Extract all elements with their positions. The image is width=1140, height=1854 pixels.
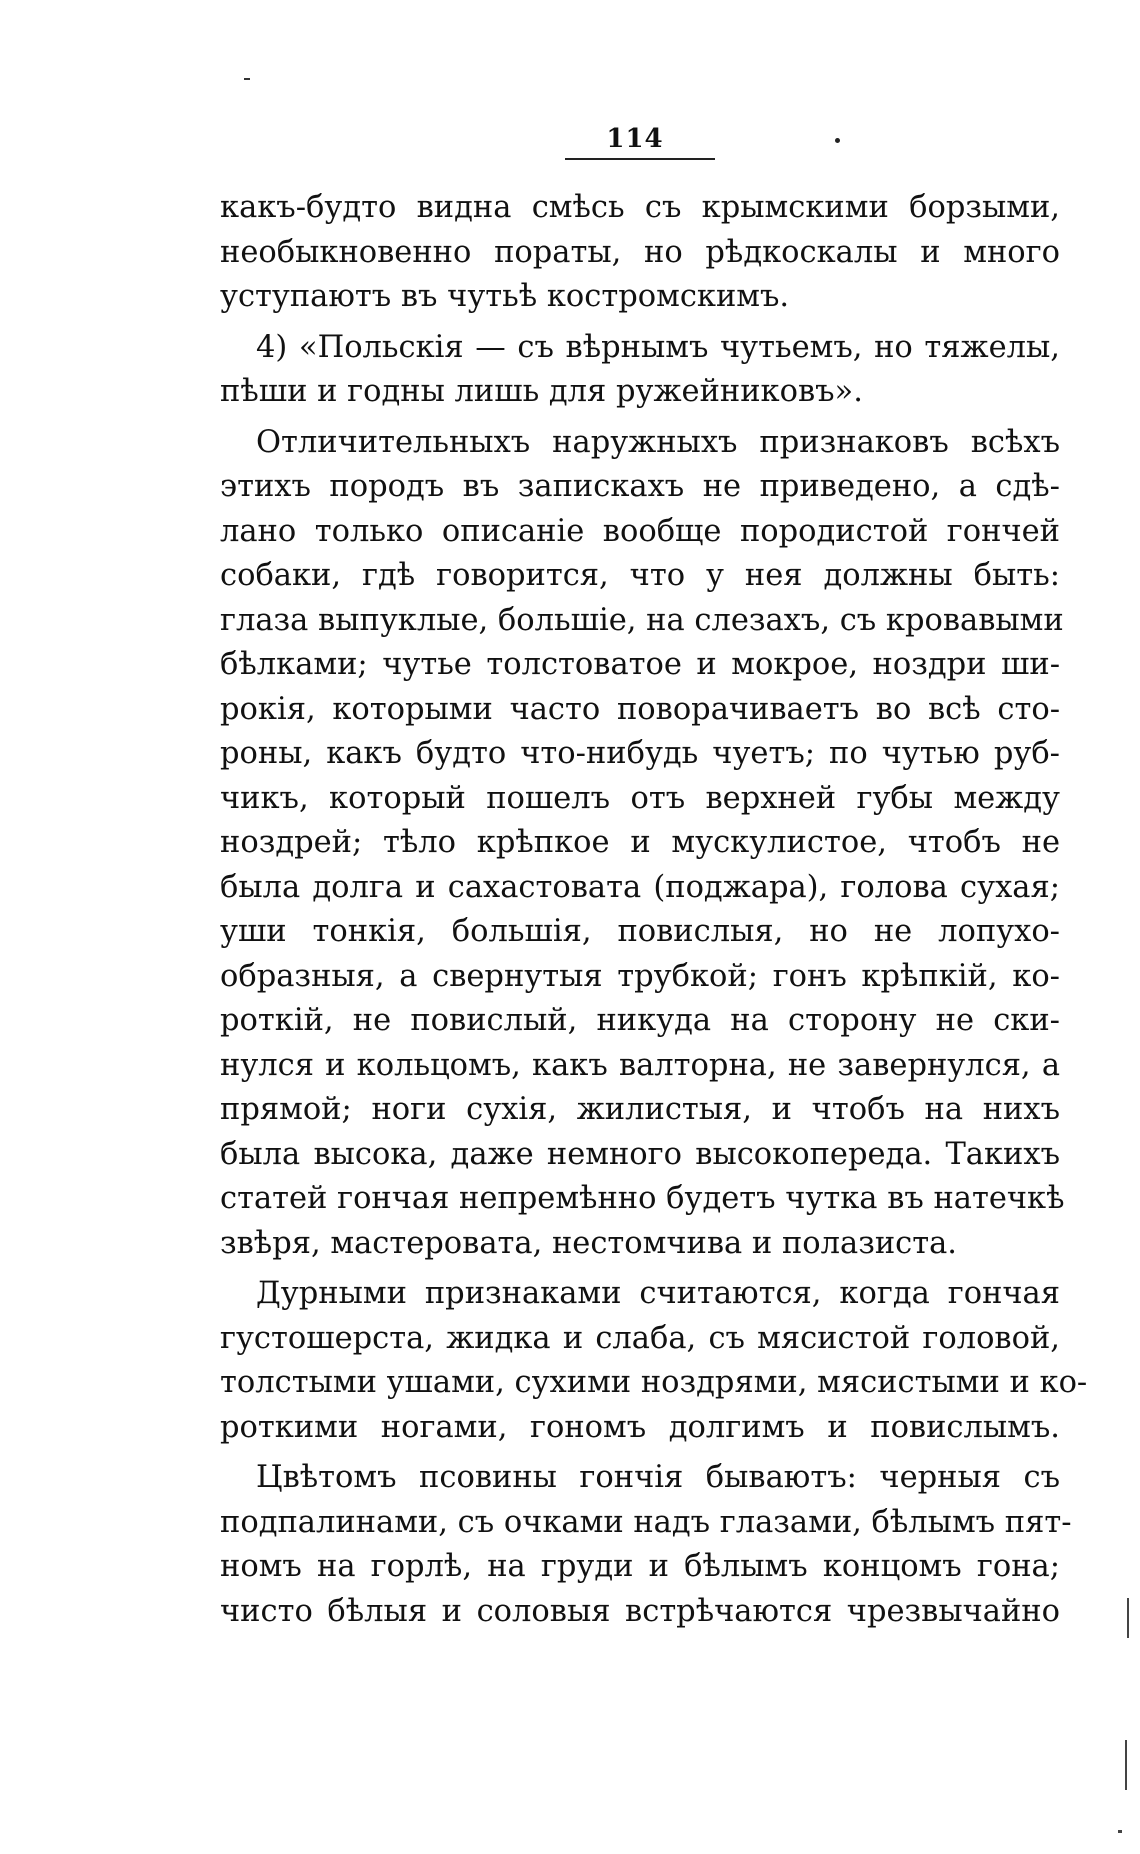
- scan-edge-mark: [1127, 1598, 1129, 1638]
- text-line: чикъ, который пошелъ отъ верхней губы между: [220, 780, 1060, 816]
- page-text: [220, 186, 1088, 1634]
- text-line: номъ на горлѣ, на груди и бѣлымъ концомъ гона;: [220, 1549, 1060, 1584]
- text-line: рокія, которыми часто поворачиваетъ во всѣ сто-: [220, 691, 1060, 727]
- text-line: этихъ породъ въ запискахъ не приведено, а сдѣ-: [220, 469, 1060, 504]
- text-line: Цвѣтомъ псовины гончія бываютъ: черныя съ: [256, 1460, 1060, 1495]
- text-line: подпалинами, съ очками надъ глазами, бѣлымъ пят-: [220, 1504, 1072, 1540]
- text-line: ноздрей; тѣло крѣпкое и мускулистое, чтобъ не: [220, 825, 1060, 860]
- text-line: бѣлками; чутье толстоватое и мокрое, ноздри ши-: [220, 647, 1060, 682]
- header-rule: [565, 158, 715, 160]
- print-speck: [835, 138, 840, 143]
- paragraph: [220, 1456, 1072, 1634]
- paragraph: [220, 326, 1060, 415]
- paragraph: [220, 186, 1060, 320]
- scan-edge-mark: [1118, 1830, 1122, 1833]
- text-line: роткій, не повислый, никуда на сторону не ски-: [220, 1003, 1060, 1038]
- text-line: необыкновенно пораты, но рѣдкоскалы и много: [220, 234, 1060, 270]
- page-number: 114: [606, 124, 664, 154]
- text-line: чисто бѣлыя и соловыя встрѣчаются чрезвычайно: [220, 1593, 1060, 1629]
- text-line: нулся и кольцомъ, какъ валторна, не завернулся, а: [220, 1047, 1060, 1083]
- text-line: роны, какъ будто что-нибудь чуетъ; по чутью руб-: [220, 736, 1060, 771]
- text-line: густошерста, жидка и слаба, съ мясистой головой,: [220, 1320, 1060, 1356]
- text-line: статей гончая непремѣнно будетъ чутка въ натечкѣ: [220, 1181, 1065, 1216]
- text-line: пѣши и годны лишь для ружейниковъ».: [220, 374, 863, 409]
- text-line: какъ-будто видна смѣсь съ крымскими борзыми,: [220, 190, 1060, 225]
- text-line: уши тонкія, большія, повислыя, но не лопухо-: [220, 914, 1060, 949]
- text-line: Дурными признаками считаются, когда гончая: [256, 1276, 1060, 1311]
- paragraph: [220, 1272, 1088, 1450]
- text-line: Отличительныхъ наружныхъ признаковъ всѣхъ: [256, 424, 1060, 460]
- text-line: собаки, гдѣ говорится, что у нея должны быть:: [220, 558, 1060, 593]
- text-line: 4) «Польскія — съ вѣрнымъ чутьемъ, но тяжелы,: [256, 329, 1060, 365]
- text-line: звѣря, мастеровата, нестомчива и полазиста.: [220, 1225, 957, 1261]
- print-speck: [244, 78, 250, 80]
- text-line: лано только описаніе вообще породистой гончей: [220, 513, 1060, 549]
- scan-edge-mark: [1125, 1740, 1127, 1790]
- text-line: образныя, а свернутыя трубкой; гонъ крѣпкій, ко-: [220, 958, 1060, 994]
- text-line: уступаютъ въ чутьѣ костромскимъ.: [220, 279, 790, 314]
- text-line: прямой; ноги сухія, жилистыя, и чтобъ на нихъ: [220, 1092, 1060, 1127]
- text-line: глаза выпуклые, большіе, на слезахъ, съ кровавыми: [220, 602, 1064, 638]
- text-line: была высока, даже немного высокопереда. Такихъ: [220, 1136, 1060, 1172]
- paragraph: [220, 421, 1065, 1267]
- text-line: была долга и сахастовата (поджара), голова сухая;: [220, 869, 1060, 905]
- text-line: толстыми ушами, сухими ноздрями, мясистыми и ко-: [220, 1365, 1088, 1400]
- text-line: роткими ногами, гономъ долгимъ и повислымъ.: [220, 1409, 1060, 1445]
